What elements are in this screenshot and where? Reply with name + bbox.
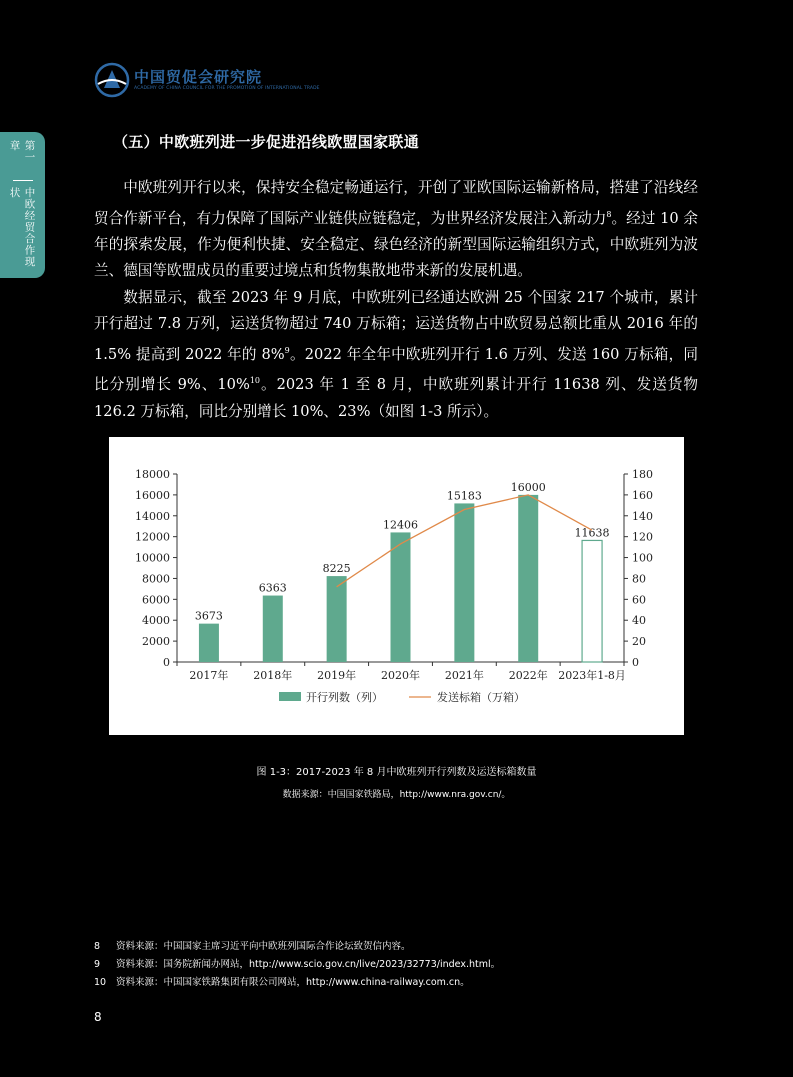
footnote-number: 9 (94, 959, 101, 970)
bar (518, 495, 538, 662)
legend-bar-label: 开行列数（列） (306, 691, 383, 704)
y-right-tick-label: 60 (632, 593, 646, 607)
y-right-tick-label: 140 (632, 509, 653, 523)
x-tick-label: 2019年 (317, 669, 357, 682)
bar (454, 503, 474, 662)
y-left-tick-label: 6000 (142, 593, 170, 607)
org-name: 中国贸促会研究院 (134, 68, 263, 86)
y-right-tick-label: 100 (632, 551, 653, 565)
x-tick-label: 2022年 (508, 669, 548, 682)
x-tick-label: 2023年1-8月 (558, 669, 626, 682)
paragraph-1-text-end: 。经过 10 余年的探索发展，作为便利快捷、安全稳定、绿色经济的新型国际运输组织方式，中欧班列为波兰、德国等欧盟成员的重要过境点和货物集散地带来新的发展机遇。 (94, 209, 698, 280)
x-tick-label: 2020年 (381, 669, 420, 682)
chapter-divider (13, 180, 33, 181)
y-right-tick-label: 80 (632, 572, 646, 586)
footnote-ref-8[interactable]: 8 (606, 209, 612, 219)
footnote-number: 10 (94, 977, 107, 988)
footnote-text: 资料来源：中国国家铁路集团有限公司网站，http://www.china-railway.com.cn。 (116, 977, 470, 988)
bar-data-label: 8225 (322, 562, 351, 576)
y-right-tick-label: 120 (632, 530, 653, 544)
bar-data-label: 16000 (510, 480, 546, 494)
footnote-8 (94, 938, 704, 956)
y-left-tick-label: 18000 (135, 468, 170, 481)
bar (263, 596, 283, 662)
page-number: 8 (94, 1010, 102, 1024)
paragraph-2 (94, 285, 698, 425)
bar (391, 532, 411, 662)
logo-mark-icon (94, 62, 130, 98)
bar (582, 540, 602, 662)
section-heading: （五）中欧班列进一步促进沿线欧盟国家联通 (113, 133, 420, 151)
x-tick-label: 2017年 (189, 669, 229, 682)
figure-source: 数据来源：中国国家铁路局，http://www.nra.gov.cn/。 (282, 790, 511, 800)
paragraph-1-text: 中欧班列开行以来，保持安全稳定畅通运行，开创了亚欧国际运输新格局，搭建了沿线经贸合作新平台，有力保障了国际产业链供应链稳定，为世界经济发展注入新动力 (94, 179, 698, 227)
bar-data-label: 3673 (194, 609, 223, 623)
bar (199, 624, 219, 662)
footnote-ref-10[interactable]: 10 (249, 376, 261, 386)
legend-bar-swatch (279, 692, 301, 701)
y-left-tick-label: 0 (163, 656, 170, 669)
y-right-tick-label: 40 (632, 614, 646, 628)
y-left-tick-label: 12000 (135, 530, 170, 544)
y-right-tick-label: 180 (632, 468, 653, 481)
paragraph-2-text-a: 数据显示，截至 2023 年 9 月底，中欧班列已经通达欧洲 25 个国家 217 个城市，累计开行超过 7.8 万列，运送货物超过 740 万标箱；运送货物占中欧贸易总额比重从 2016 年的 1.5% 提高到 2022 年的 8% (94, 288, 698, 363)
combo-chart (109, 437, 684, 735)
body-text (94, 175, 698, 425)
footnote-10 (94, 974, 704, 992)
y-left-tick-label: 14000 (135, 509, 170, 523)
y-left-tick-label: 16000 (135, 488, 170, 502)
footnote-text: 资料来源：国务院新闻办网站，http://www.scio.gov.cn/live/2023/32773/index.html。 (116, 959, 501, 970)
paragraph-1 (94, 175, 698, 285)
chapter-number: 第一章 (8, 140, 36, 163)
chapter-tab (0, 132, 45, 278)
header-logo (94, 62, 320, 98)
bar-data-label: 11638 (574, 526, 610, 540)
footnote-ref-9[interactable]: 9 (284, 345, 290, 355)
footnote-text: 资料来源：中国国家主席习近平向中欧班列国际合作论坛致贺信内容。 (116, 941, 411, 952)
y-right-tick-label: 20 (632, 635, 646, 649)
y-left-tick-label: 10000 (135, 551, 170, 565)
y-left-tick-label: 4000 (142, 614, 170, 628)
y-left-tick-label: 2000 (142, 635, 170, 649)
footnote-9 (94, 956, 704, 974)
paragraph-2-text-c: 。2023 年 1 至 8 月，中欧班列累计开行 11638 列、发送货物 126.2 万标箱，同比分别增长 10%、23%（如图 1-3 所示）。 (94, 376, 699, 420)
footnotes (94, 938, 704, 992)
y-right-tick-label: 0 (632, 656, 639, 669)
legend-line-label: 发送标箱（万箱） (437, 691, 525, 704)
org-name-en: ACADEMY OF CHINA COUNCIL FOR THE PROMOTION OF INTERNATIONAL TRADE (134, 86, 320, 91)
footnote-number: 8 (94, 941, 101, 952)
paragraph-2-text-b: 。2022 年全年中欧班列开行 1.6 万列、发送 160 万标箱，同比分别增长 9%、10% (94, 345, 698, 394)
figure-caption: 图 1-3：2017-2023 年 8 月中欧班列开行列数及运送标箱数量 (256, 767, 537, 778)
y-left-tick-label: 8000 (142, 572, 170, 586)
chapter-title: 中欧经贸合作现状 (8, 187, 36, 268)
y-right-tick-label: 160 (632, 488, 653, 502)
x-tick-label: 2021年 (444, 669, 484, 682)
figure-chart (109, 437, 684, 735)
bar-data-label: 15183 (446, 489, 482, 503)
x-tick-label: 2018年 (253, 669, 293, 682)
bar-data-label: 12406 (383, 518, 418, 532)
bar (327, 576, 347, 662)
bar-data-label: 6363 (258, 581, 287, 595)
